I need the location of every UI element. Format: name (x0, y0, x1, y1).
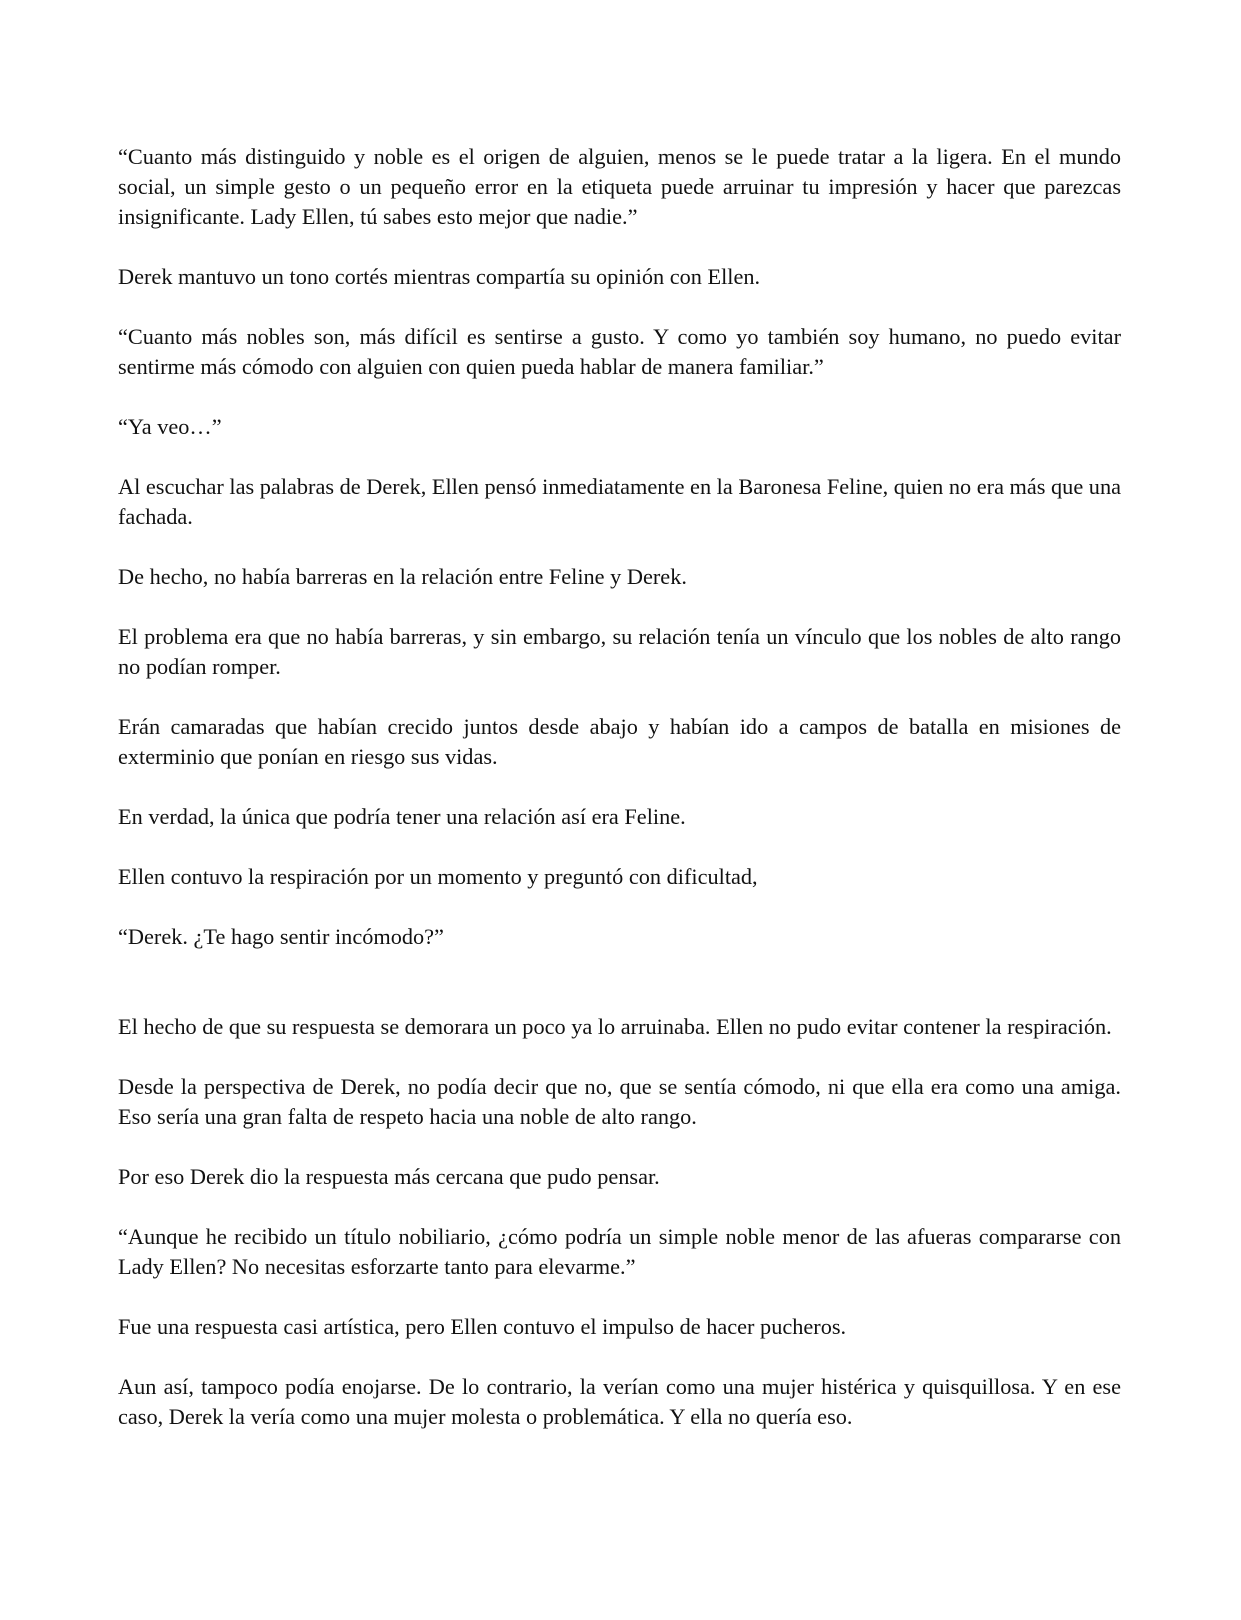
paragraph-13: Desde la perspectiva de Derek, no podía decir que no, que se sentía cómodo, ni que ella era como una amiga. Eso sería una gran falta de respeto hacia una noble de alto rango. (118, 1074, 1121, 1129)
paragraph-1: “Cuanto más distinguido y noble es el origen de alguien, menos se le puede tratar a la ligera. En el mundo social, un simple gesto o un pequeño error en la etiqueta puede arruinar tu impresión y hacer que parezcas insignificante. Lady Ellen, tú sabes esto mejor que nadie.” (118, 144, 1121, 229)
paragraph-4: “Ya veo…” (118, 414, 222, 439)
paragraph-5: Al escuchar las palabras de Derek, Ellen pensó inmediatamente en la Baronesa Feline, quien no era más que una fachada. (118, 474, 1121, 529)
paragraph-8: Erán camaradas que habían crecido juntos desde abajo y habían ido a campos de batalla en misiones de exterminio que ponían en riesgo sus vidas. (118, 714, 1121, 769)
document-body (118, 142, 1121, 1462)
paragraph-17: Aun así, tampoco podía enojarse. De lo contrario, la verían como una mujer histérica y quisquillosa. Y en ese caso, Derek la vería como una mujer molesta o problemática. Y ella no quería eso. (118, 1374, 1121, 1429)
paragraph-9: En verdad, la única que podría tener una relación así era Feline. (118, 804, 686, 829)
paragraph-2: Derek mantuvo un tono cortés mientras compartía su opinión con Ellen. (118, 264, 761, 289)
paragraph-12: El hecho de que su respuesta se demorara un poco ya lo arruinaba. Ellen no pudo evitar contener la respiración. (118, 1014, 1112, 1039)
paragraph-15: “Aunque he recibido un título nobiliario, ¿cómo podría un simple noble menor de las afueras compararse con Lady Ellen? No necesitas esforzarte tanto para elevarme.” (118, 1224, 1121, 1279)
paragraph-6: De hecho, no había barreras en la relación entre Feline y Derek. (118, 564, 687, 589)
paragraph-14: Por eso Derek dio la respuesta más cercana que pudo pensar. (118, 1164, 660, 1189)
paragraph-11: “Derek. ¿Te hago sentir incómodo?” (118, 924, 444, 949)
paragraph-7: El problema era que no había barreras, y sin embargo, su relación tenía un vínculo que los nobles de alto rango no podían romper. (118, 624, 1121, 679)
paragraph-3: “Cuanto más nobles son, más difícil es sentirse a gusto. Y como yo también soy humano, no puedo evitar sentirme más cómodo con alguien con quien pueda hablar de manera familiar.” (118, 324, 1121, 379)
paragraph-16: Fue una respuesta casi artística, pero Ellen contuvo el impulso de hacer pucheros. (118, 1314, 847, 1339)
paragraph-10: Ellen contuvo la respiración por un momento y preguntó con dificultad, (118, 864, 758, 889)
